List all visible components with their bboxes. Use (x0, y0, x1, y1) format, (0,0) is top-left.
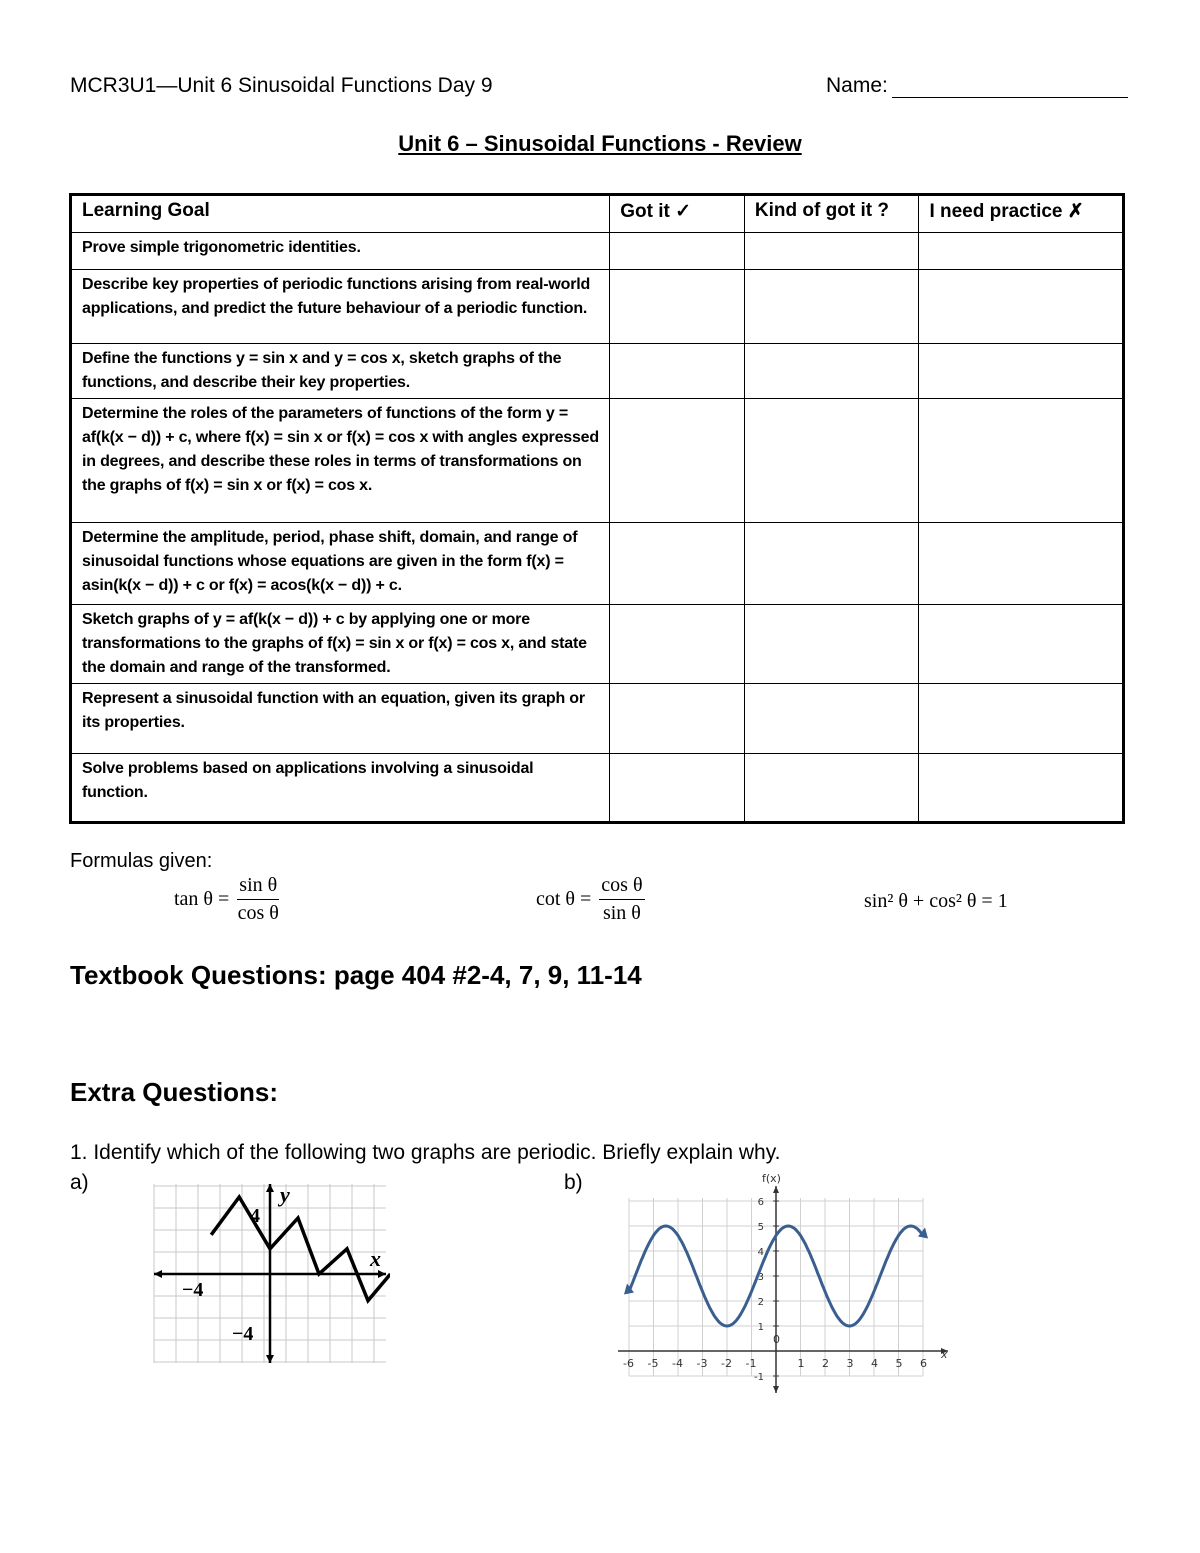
y-tick-label: 6 (757, 1197, 764, 1208)
name-label: Name: (826, 74, 888, 97)
table-row (71, 270, 1124, 344)
goal-text: Determine the roles of the parameters of functions of the form y = af(k(x − d)) + c, where f(x) = sin x or f(x) = cos x with angles expressed in degrees, and describe these roles in terms of transformations on the graphs of f(x) = sin x or f(x) = cos x. (71, 399, 610, 523)
x-tick-label: -6 (623, 1357, 634, 1370)
need-practice-cell[interactable] (919, 344, 1124, 399)
need-practice-cell[interactable] (919, 605, 1124, 684)
y-tick-label: 2 (757, 1297, 764, 1308)
formulas-label: Formulas given: (70, 850, 213, 872)
tan-numerator: sin θ (237, 874, 279, 900)
graph-b-y-arrow-down (773, 1386, 779, 1393)
table-row (71, 344, 1124, 399)
graph-a-y-arrow (266, 1184, 274, 1192)
x-tick-label: 1 (797, 1357, 805, 1370)
got-it-cell[interactable] (610, 344, 745, 399)
learning-goals-table (69, 193, 1125, 824)
graph-a (150, 1180, 390, 1365)
question-1: 1. Identify which of the following two graphs are periodic. Briefly explain why. (70, 1141, 781, 1164)
tan-denominator: cos θ (237, 902, 279, 924)
graph-a-label: a) (70, 1171, 89, 1194)
graph-a-y-label: y (280, 1182, 290, 1207)
got-it-cell[interactable] (610, 233, 745, 270)
x-tick-label: -1 (745, 1357, 757, 1370)
kind-of-cell[interactable] (744, 233, 919, 270)
got-it-cell[interactable] (610, 605, 745, 684)
got-it-cell[interactable] (610, 684, 745, 754)
goal-text: Solve problems based on applications involving a sinusoidal function. (71, 754, 610, 823)
kind-of-cell[interactable] (744, 270, 919, 344)
graph-a-x-label: x (370, 1246, 381, 1271)
kind-of-cell[interactable] (744, 523, 919, 605)
cot-denominator: sin θ (602, 902, 641, 924)
cot-fraction (599, 874, 644, 925)
graph-a-curve (211, 1197, 390, 1301)
page-title: Unit 6 – Sinusoidal Functions - Review (398, 131, 802, 156)
x-tick-label: -4 (672, 1357, 683, 1370)
pythagorean-identity: sin² θ + cos² θ = 1 (864, 890, 1008, 912)
tan-lhs: tan θ = (174, 888, 230, 910)
cot-formula (536, 874, 645, 925)
got-it-cell[interactable] (610, 523, 745, 605)
x-tick-label: 4 (871, 1357, 878, 1370)
got-it-cell[interactable] (610, 399, 745, 523)
x-tick-label: 2 (822, 1357, 829, 1370)
graph-b-x-label: x (941, 1348, 948, 1361)
graph-a-x-arrow-left (154, 1270, 162, 1278)
graph-b-y-arrow (773, 1186, 779, 1193)
need-practice-cell[interactable] (919, 684, 1124, 754)
kind-of-cell[interactable] (744, 754, 919, 823)
header-got-it: Got it ✓ (610, 195, 745, 233)
y-tick-label: 3 (757, 1272, 764, 1283)
graph-a-x-arrow (378, 1270, 386, 1278)
need-practice-cell[interactable] (919, 523, 1124, 605)
y-tick-label: 5 (757, 1222, 764, 1233)
goal-text: Represent a sinusoidal function with an equation, given its graph or its properties. (71, 684, 610, 754)
x-tick-label: 5 (895, 1357, 903, 1370)
kind-of-cell[interactable] (744, 605, 919, 684)
x-tick-label: 3 (846, 1357, 854, 1370)
table-row (71, 399, 1124, 523)
header-need-practice: I need practice ✗ (919, 195, 1124, 233)
textbook-questions: Textbook Questions: page 404 #2-4, 7, 9, 11-14 (70, 960, 642, 990)
table-row (71, 684, 1124, 754)
extra-questions-heading: Extra Questions: (70, 1077, 279, 1107)
kind-of-cell[interactable] (744, 399, 919, 523)
table-row (71, 233, 1124, 270)
goal-text: Determine the amplitude, period, phase shift, domain, and range of sinusoidal functions whose equations are given in the form f(x) = asin(k(x − d)) + c or f(x) = acos(k(x − d)) + c. (71, 523, 610, 605)
tan-fraction (237, 874, 279, 925)
need-practice-cell[interactable] (919, 270, 1124, 344)
graph-b (610, 1168, 955, 1398)
got-it-cell[interactable] (610, 754, 745, 823)
y-tick-label: 4 (757, 1247, 764, 1258)
table-header-row (71, 195, 1124, 233)
cot-lhs: cot θ = (536, 888, 592, 910)
need-practice-cell[interactable] (919, 399, 1124, 523)
graph-b-y-label: f(x) (762, 1172, 781, 1185)
need-practice-cell[interactable] (919, 754, 1124, 823)
graph-b-label: b) (564, 1171, 583, 1194)
table-row (71, 754, 1124, 823)
x-tick-label: 0 (773, 1333, 780, 1346)
graph-a-tick-4: 4 (250, 1205, 260, 1227)
goal-text: Sketch graphs of y = af(k(x − d)) + c by applying one or more transformations to the graphs of f(x) = sin x or f(x) = cos x, and state the domain and range of the transformed. (71, 605, 610, 684)
graph-a-tick-neg4-y: −4 (232, 1323, 254, 1345)
kind-of-cell[interactable] (744, 344, 919, 399)
x-tick-label: -2 (721, 1357, 732, 1370)
y-tick-label: -1 (754, 1372, 764, 1383)
need-practice-cell[interactable] (919, 233, 1124, 270)
goal-text: Prove simple trigonometric identities. (71, 233, 610, 270)
header-learning-goal: Learning Goal (71, 195, 610, 233)
course-header: MCR3U1—Unit 6 Sinusoidal Functions Day 9 (70, 74, 493, 97)
x-tick-label: 6 (920, 1357, 927, 1370)
graph-b-ticks (623, 1197, 927, 1383)
name-field (826, 74, 1128, 98)
x-tick-label: -5 (647, 1357, 659, 1370)
y-tick-label: 1 (757, 1322, 764, 1333)
table-row (71, 605, 1124, 684)
header-kind-of: Kind of got it ? (744, 195, 919, 233)
goal-text: Describe key properties of periodic functions arising from real-world applications, and predict the future behaviour of a periodic function. (71, 270, 610, 344)
kind-of-cell[interactable] (744, 684, 919, 754)
graph-a-tick-neg4-x: −4 (182, 1279, 204, 1301)
cot-numerator: cos θ (599, 874, 644, 900)
got-it-cell[interactable] (610, 270, 745, 344)
tan-formula (174, 874, 279, 925)
goal-text: Define the functions y = sin x and y = cos x, sketch graphs of the functions, and describe their key properties. (71, 344, 610, 399)
x-tick-label: -3 (696, 1357, 708, 1370)
table-row (71, 523, 1124, 605)
name-blank-line (892, 77, 1128, 98)
